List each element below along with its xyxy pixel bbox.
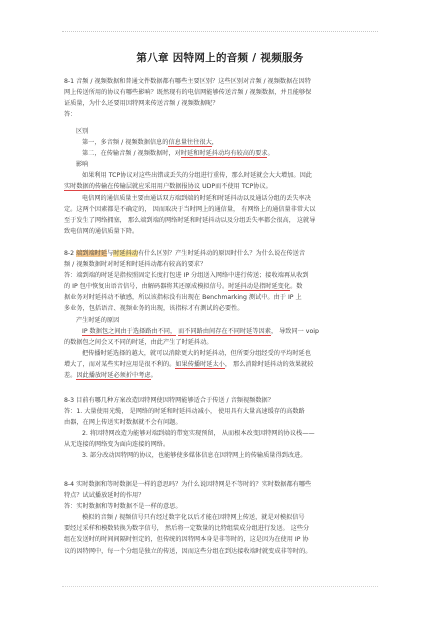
diff-point-1 (64, 137, 386, 148)
underline: 而不同路由间存在不同时延等因素 (178, 327, 271, 335)
question-8-2 (64, 248, 386, 381)
quality-line: 电信网的通信质量主要由通话双方端到端的时延和时延抖动以及通话分组的丢失率决 (82, 194, 311, 202)
q2-line: 据业务对时延抖动不敏感，所以该指标没有出现在 Benchmarking 测试中。由于 IP 上 (64, 294, 302, 302)
cause-line: 把传播时延选择的越大，就可以消除更大的时延抖动，但所要分组经受的平均时延也 (82, 349, 311, 357)
q1-answer-label: 答： (64, 111, 77, 119)
section-label-diff: 区别 (76, 128, 89, 135)
q4-line: 要经过采样和模数转换为数字信号， 然后将一定数量的比特组装成分组进行发送。 这些分 (64, 525, 310, 533)
q4-line: 8-4 实时数据和等时数据是一样的意思吗？为什么说因特网是不等时的？实时数据都有哪些 (64, 481, 312, 488)
text: UDP而不使用 TCP协议。 (200, 183, 272, 191)
q2-line: 频 / 视频数据时对时延和时延抖动都有较高的要求？ (64, 261, 207, 269)
underline: 因此播放时延必须折中考虑 (76, 372, 151, 380)
text: 增大了，而对某些实时应用是很不利的。 (64, 360, 176, 368)
quality-line: 至于发生了网络拥塞， 那么端到端的网络时延和时延抖动以及分组丢失率都会很高， 这就导 (64, 216, 316, 224)
q1-line: 证质量，为什么还要用因特网来传送音频 / 视频数据呢？ (64, 100, 219, 108)
q3-line: 由器，在网上传送实时数据就不会有问题。 (64, 419, 182, 427)
text: 。 (267, 150, 274, 158)
impact-line: 如果利用 TCP协议对这些出错或丢失的分组进行重传，那么时延就会大大增加。因此 (82, 172, 312, 180)
underline: 时延抖动是指时延变化 (228, 283, 291, 291)
answer-8-1 (64, 126, 386, 237)
question-8-3 (64, 395, 386, 462)
impact-line (64, 181, 386, 192)
cause-line (64, 359, 386, 370)
question-8-1 (64, 76, 386, 120)
text: ， (211, 139, 218, 147)
q4-line: 组在发送时的时间间隔时恒定的，但传统的因特网本身是非等时的，这是因为在使用 IP 协 (64, 536, 309, 544)
chapter-title: 第八章 因特网上的音频 / 视频服务 (136, 52, 304, 64)
underline: 信息量往往很大 (168, 139, 212, 147)
text: 的 IP 包中恢复出语音信号，由解码器将其还原成模拟信号。 (64, 283, 229, 291)
underline: 时延和时延抖动均有较高的要求 (180, 150, 268, 158)
section-label-cause: 产生时延的原因 (76, 316, 120, 324)
diff-point-2 (64, 148, 386, 159)
header-rule (62, 31, 378, 32)
text: 第一，多音频 / 视频数据信息的 (82, 139, 169, 147)
text: 。数 (290, 283, 303, 291)
highlight: 时延抖动 (113, 250, 138, 257)
q3-line: 从无连接的网络变为面向连接的网络。 (64, 441, 170, 449)
q4-line: 议的因特网中，每一个分组是独立的传送，因而这些分组在到达接收端时就变成非等时的。 (64, 547, 312, 555)
footer-rule (62, 586, 378, 587)
text: ， 导致同一 voip (270, 327, 319, 335)
cause-line (64, 370, 386, 381)
q4-line: 模拟的音频 / 视频信号只有经过数字化以后才能在因特网上传送，就是对模拟信号 (82, 514, 305, 522)
q3-line: 答：1. 大量使用光缆， 是网络的时延和时延抖动减小， 使用具有大量高速缓存的高数路 (64, 408, 305, 416)
quality-line: 致电信网的通信质量下降。 (64, 227, 139, 235)
q4-line: 特点？试试播放延时的作用？ (64, 492, 145, 500)
text: 差。 (64, 372, 77, 380)
q1-line: 网上传送所用的协议有哪些影响？既然现有的电信网能够传送音频 / 视频数据，并且能够保 (64, 89, 312, 97)
q3-line: 3. 部分改动因特网的协议，也能够使多媒体信息在因特网上的传输质量得到改进。 (82, 452, 307, 460)
text: ， 那么消除时延抖动的效果就较 (224, 360, 314, 368)
text: 8-2 (64, 250, 77, 257)
cause-line: 的数据包之间会又不同的时延，由此产生了时延抖动。 (64, 338, 213, 346)
text: 有什么区别？产生时延抖动的原因时什么？为什么说在传送音 (137, 250, 306, 257)
q3-line: 8-3 目前有哪几种方案改造因特网使因特网能够适合于传送 / 音频视频数据？ (64, 397, 274, 404)
highlight: 端到端时延 (76, 250, 108, 257)
underline: IP 数据包之间由于选择路由不同， (82, 327, 177, 335)
underline: 实时数据的传输在传输层就应采用用户数据报协议 (64, 183, 201, 191)
q1-line: 8-1 音频 / 视频数据和普通文件数据都有哪些主要区别？这些区别对音频 / 视频数据在因特 (64, 78, 311, 85)
cause-line (64, 326, 386, 337)
text: 与 (107, 250, 114, 257)
section-label-impact: 影响 (76, 161, 89, 169)
q2-line (64, 248, 386, 259)
q2-line: 答：端到端的时延是指按照固定长度打包进 IP 分组送入网络中进行传送；接收端再从收到 (64, 272, 309, 280)
question-8-4 (64, 479, 386, 557)
quality-line: 定。这两个因素都是不确定的， 因而取决于当时网上的通信量， 有网络上的通信量非常大以 (64, 205, 316, 213)
q3-line: 2. 将因特网改造为能够对端到端的带宽实现预留， 从而根本改变因特网的协议栈—— (82, 430, 315, 438)
q2-line (64, 281, 386, 292)
text: 。 (150, 372, 157, 380)
underline: 如果传播时延太小 (175, 360, 225, 368)
q4-line: 答：实时数据和等时数据不是一样的意思。 (64, 503, 182, 511)
text: 第二，在传输音频 / 视频数据时，对 (82, 150, 181, 158)
q2-line: 多业务，包括语音、视频业务的出现，该指标才有测试的必要性。 (64, 305, 244, 313)
